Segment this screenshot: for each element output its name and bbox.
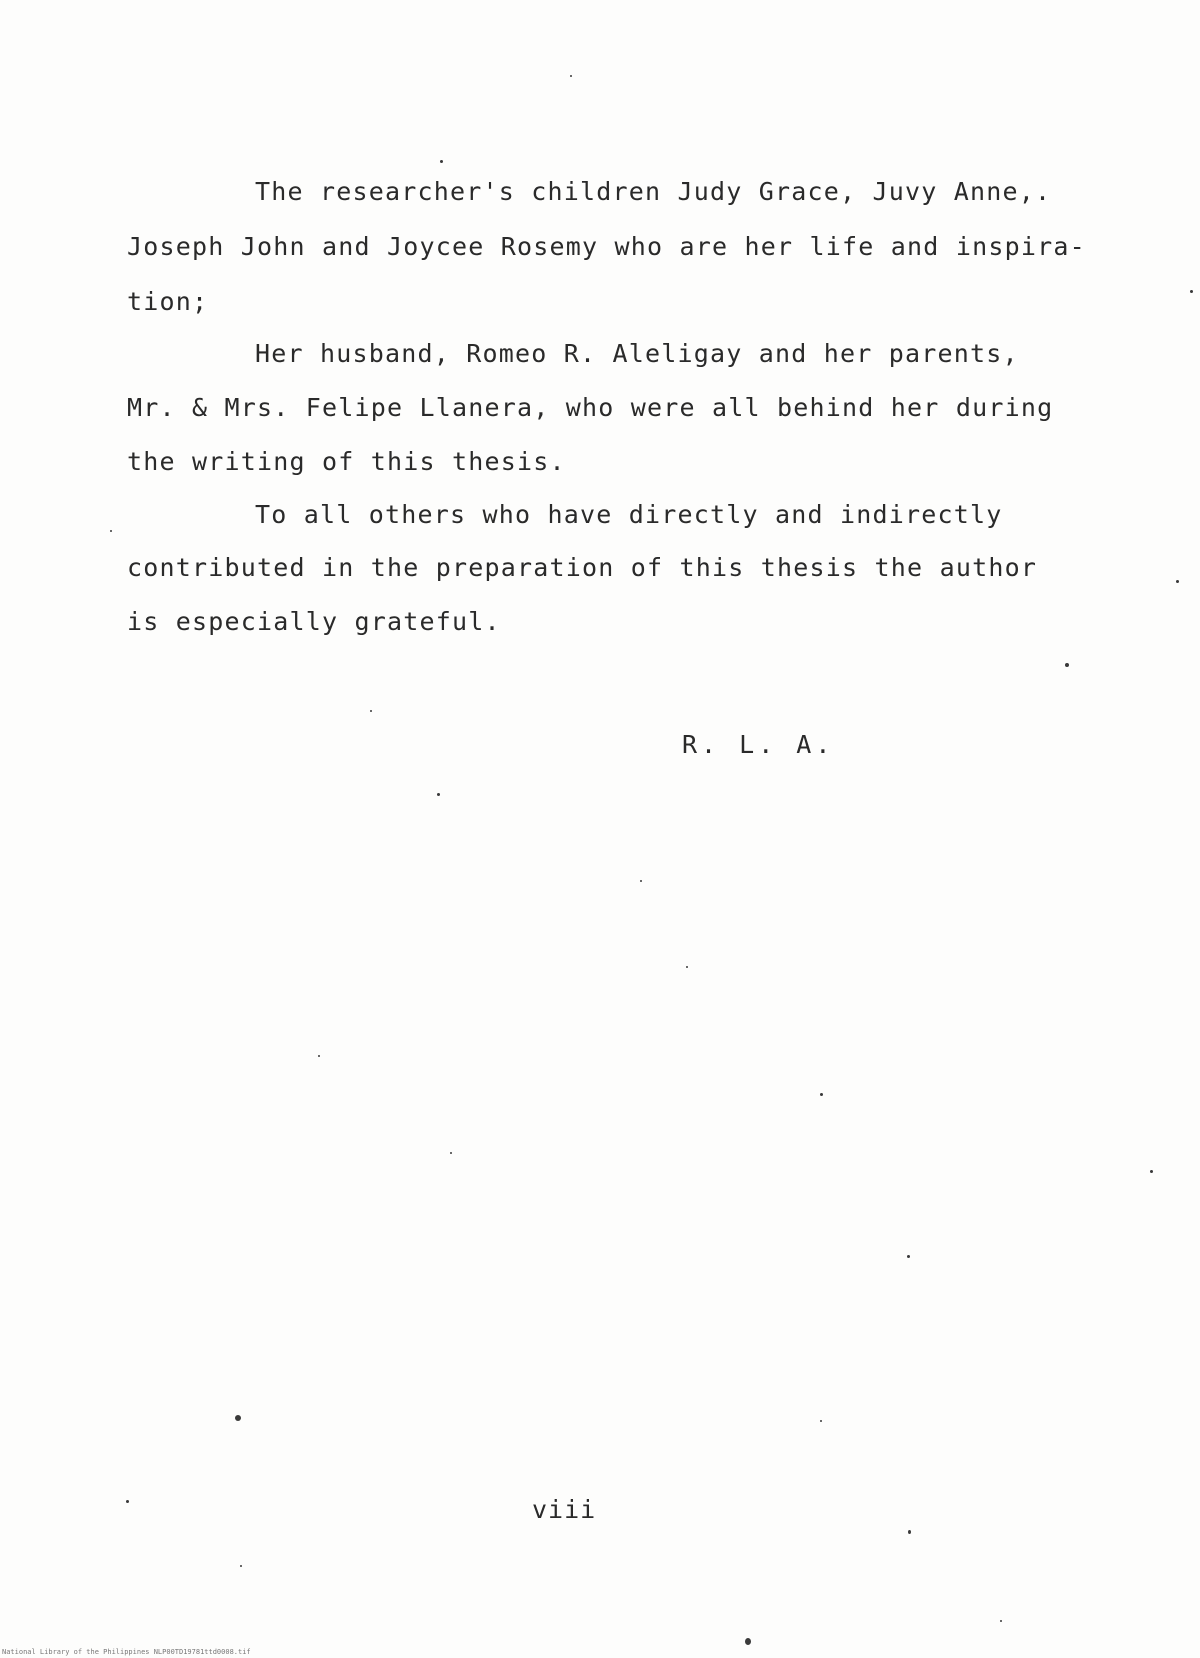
- scan-speck: [1065, 663, 1069, 667]
- scan-speck: [450, 1152, 452, 1154]
- scan-speck: [240, 1565, 242, 1567]
- scan-speck: [235, 1415, 241, 1421]
- scan-speck: [1190, 290, 1193, 293]
- scan-speck: [908, 1530, 911, 1534]
- paragraph-line: is especially grateful.: [127, 607, 501, 636]
- scan-speck: [1176, 580, 1179, 583]
- scan-speck: [745, 1638, 751, 1645]
- page-number: viii: [532, 1495, 597, 1524]
- paragraph-line: Joseph John and Joycee Rosemy who are her life and inspira-: [127, 232, 1086, 261]
- scan-speck: [686, 966, 688, 968]
- scan-speck: [370, 710, 372, 712]
- paragraph-line: contributed in the preparation of this thesis the author: [127, 553, 1038, 582]
- scan-footer-stamp: National Library of the Philippines NLP00TD19781ttd0008.tif: [2, 1648, 251, 1656]
- paragraph-line: Mr. & Mrs. Felipe Llanera, who were all behind her during: [127, 393, 1054, 422]
- scan-speck: [1150, 1170, 1153, 1173]
- scan-speck: [437, 793, 440, 796]
- scan-speck: [640, 880, 642, 882]
- scan-speck: [820, 1093, 823, 1096]
- scan-speck: [907, 1255, 910, 1258]
- scan-speck: [820, 1420, 822, 1422]
- paragraph-line: Her husband, Romeo R. Aleligay and her parents,: [255, 339, 1019, 368]
- scan-speck: [440, 160, 443, 163]
- paragraph-line: tion;: [127, 287, 209, 316]
- scan-speck: [110, 530, 112, 532]
- scan-speck: [570, 75, 572, 77]
- paragraph-line: The researcher's children Judy Grace, Juvy Anne,.: [255, 177, 1052, 206]
- paragraph-line: the writing of this thesis.: [127, 447, 566, 476]
- paragraph-line: To all others who have directly and indirectly: [255, 500, 1003, 529]
- author-initials: R. L. A.: [682, 730, 835, 759]
- scan-speck: [1000, 1620, 1002, 1622]
- scan-speck: [126, 1500, 129, 1503]
- scan-speck: [318, 1055, 320, 1057]
